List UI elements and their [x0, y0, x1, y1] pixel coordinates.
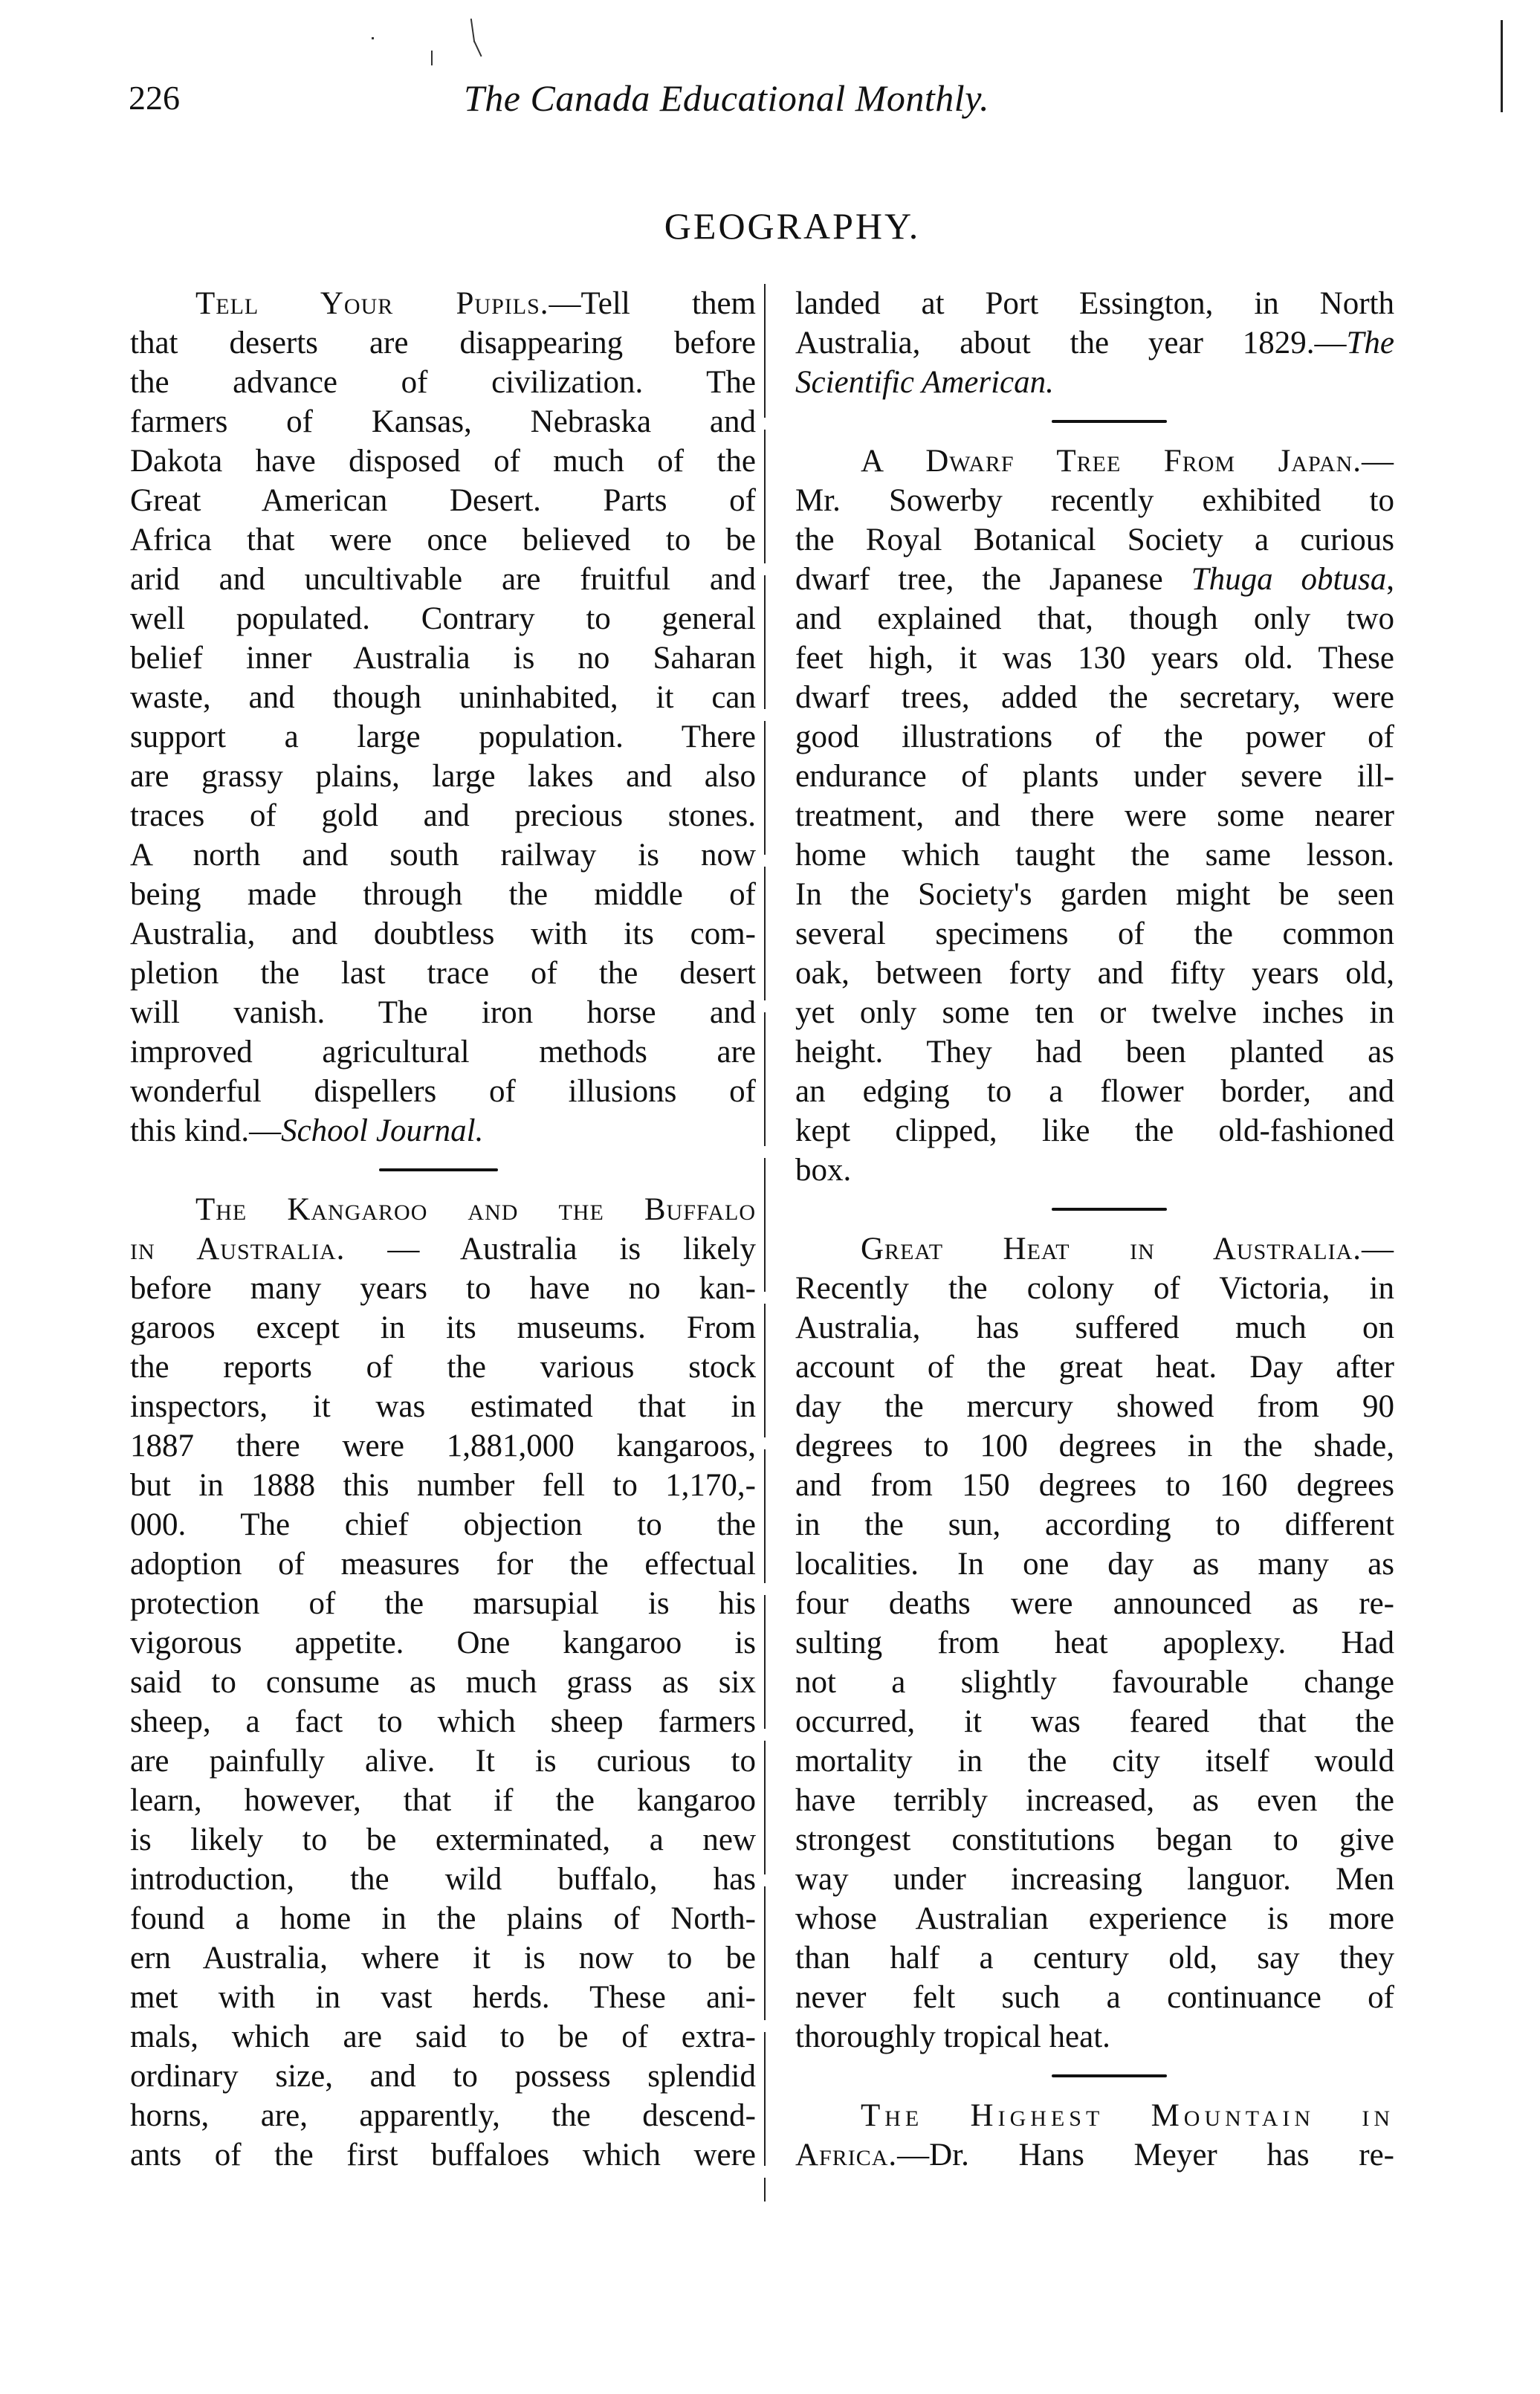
text-line: are grassy plains, large lakes and also — [130, 759, 756, 794]
right-column — [795, 284, 1394, 2175]
text-line: but in 1888 this number fell to 1,170,- — [130, 1468, 756, 1503]
text-line: yet only some ten or twelve inches in — [795, 995, 1394, 1030]
column-divider — [764, 284, 766, 2201]
text-line: and from 150 degrees to 160 degrees — [795, 1468, 1394, 1503]
source-citation: Scientific American. — [795, 365, 1054, 400]
text-line: never felt such a continuance of — [795, 1980, 1394, 2015]
text-line: several specimens of the common — [795, 916, 1394, 951]
text-line: garoos except in its museums. From — [130, 1310, 756, 1345]
text-line: being made through the middle of — [130, 877, 756, 912]
text-line: kept clipped, like the old-fashioned — [795, 1113, 1394, 1148]
text-line: support a large population. There — [130, 719, 756, 754]
text-line: sulting from heat apoplexy. Had — [795, 1625, 1394, 1660]
text-line: said to consume as much grass as six — [130, 1665, 756, 1700]
article-heading-line: Tell Your Pupils.—Tell them — [195, 286, 756, 321]
text-line: Australia, has suffered much on — [795, 1310, 1394, 1345]
text-line: sheep, a fact to which sheep farmers — [130, 1704, 756, 1739]
text-line: horns, are, apparently, the descend- — [130, 2098, 756, 2133]
text-line: before many years to have no kan- — [130, 1271, 756, 1306]
text-line: well populated. Contrary to general — [130, 601, 756, 636]
text-line: not a slightly favourable change — [795, 1665, 1394, 1700]
text-line: met with in vast herds. These ani- — [130, 1980, 756, 2015]
journal-title: The Canada Educational Monthly. — [464, 77, 990, 119]
separator-rule — [1052, 2074, 1167, 2077]
article-heading: The Highest Mountain in — [861, 2098, 1394, 2133]
section-title: GEOGRAPHY. — [664, 205, 921, 247]
article-heading: A Dwarf Tree From Japan.— — [861, 444, 1394, 479]
text-line: endurance of plants under severe ill- — [795, 759, 1394, 794]
source-citation: School Journal. — [281, 1113, 484, 1148]
left-column — [130, 284, 756, 2175]
text-line: home which taught the same lesson. — [795, 838, 1394, 873]
text-line: day the mercury showed from 90 — [795, 1389, 1394, 1424]
text-line: account of the great heat. Day after — [795, 1350, 1394, 1385]
text-line: the reports of the various stock — [130, 1350, 756, 1385]
article-heading-line — [130, 1190, 756, 1229]
text-line: are painfully alive. It is curious to — [130, 1744, 756, 1779]
text-line: improved agricultural methods are — [130, 1035, 756, 1070]
text-line: waste, and though uninhabited, it can — [130, 680, 756, 715]
scan-artifacts — [312, 7, 535, 67]
text-line: degrees to 100 degrees in the shade, — [795, 1429, 1394, 1463]
text-line: dwarf tree, the Japanese Thuga obtusa, — [795, 562, 1394, 597]
text-line: that deserts are disappearing before — [130, 326, 756, 360]
text-line: adoption of measures for the effectual — [130, 1547, 756, 1582]
text-line: landed at Port Essington, in North — [795, 286, 1394, 321]
text-line: protection of the marsupial is his — [130, 1586, 756, 1621]
text-line: wonderful dispellers of illusions of — [130, 1074, 756, 1109]
text-line: in the sun, according to different — [795, 1507, 1394, 1542]
text-line: treatment, and there were some nearer — [795, 798, 1394, 833]
text-line: the advance of civilization. The — [130, 365, 756, 400]
article-heading-line — [795, 1229, 1394, 1269]
article-heading-line: in Australia. — Australia is likely — [130, 1232, 757, 1266]
text-line: than half a century old, say they — [795, 1941, 1394, 1976]
separator — [795, 1190, 1394, 1229]
text-line: Africa.—Dr. Hans Meyer has re- — [795, 2138, 1394, 2173]
separator — [795, 402, 1394, 441]
text-line: belief inner Australia is no Saharan — [130, 641, 756, 676]
article-heading: The Kangaroo and the Buffalo — [195, 1192, 756, 1227]
text-line: traces of gold and precious stones. — [130, 798, 756, 833]
text-line: 000. The chief objection to the — [130, 1507, 756, 1542]
page-number: 226 — [129, 79, 180, 117]
text-line: will vanish. The iron horse and — [130, 995, 756, 1030]
text-line: box. — [795, 1153, 852, 1188]
article-heading-line — [795, 2096, 1394, 2135]
text-line: mals, which are said to be of extra- — [130, 2019, 756, 2054]
text-line: learn, however, that if the kangaroo — [130, 1783, 756, 1818]
text-line: inspectors, it was estimated that in — [130, 1389, 756, 1424]
text-line: pletion the last trace of the desert — [130, 956, 756, 991]
text-line: dwarf trees, added the secretary, were — [795, 680, 1394, 715]
text-line: farmers of Kansas, Nebraska and — [130, 404, 756, 439]
text-line: thoroughly tropical heat. — [795, 2019, 1110, 2054]
separator-rule — [379, 1168, 498, 1171]
text-line: Mr. Sowerby recently exhibited to — [795, 483, 1394, 518]
text-line: height. They had been planted as — [795, 1035, 1394, 1070]
text-line: four deaths were announced as re- — [795, 1586, 1394, 1621]
text-line: way under increasing languor. Men — [795, 1862, 1394, 1897]
text-line: good illustrations of the power of — [795, 719, 1394, 754]
separator — [130, 1151, 756, 1190]
text-line: found a home in the plains of North- — [130, 1901, 756, 1936]
text-line: Australia, and doubtless with its com- — [130, 916, 756, 951]
article-heading: Great Heat in Australia.— — [861, 1232, 1394, 1266]
article-heading-line — [795, 441, 1394, 481]
text-line: ordinary size, and to possess splendid — [130, 2059, 756, 2094]
text-line: Australia, about the year 1829.—The — [795, 326, 1394, 360]
text-line: vigorous appetite. One kangaroo is — [130, 1625, 756, 1660]
text-line: In the Society's garden might be seen — [795, 877, 1394, 912]
source-citation: The — [1346, 326, 1394, 360]
text-line: is likely to be exterminated, a new — [130, 1822, 756, 1857]
text-line: ern Australia, where it is now to be — [130, 1941, 756, 1976]
text-line: occurred, it was feared that the — [795, 1704, 1394, 1739]
article-heading: Tell Your Pupils. — [195, 286, 549, 321]
separator — [795, 2057, 1394, 2096]
separator-rule — [1052, 420, 1167, 423]
text-line: oak, between forty and fifty years old, — [795, 956, 1394, 991]
text-line: whose Australian experience is more — [795, 1901, 1394, 1936]
text-line: mortality in the city itself would — [795, 1744, 1394, 1779]
text-line: A north and south railway is now — [130, 838, 756, 873]
text-line: ants of the first buffaloes which were — [130, 2138, 756, 2173]
text-line: Africa that were once believed to be — [130, 523, 756, 557]
text-line: Recently the colony of Victoria, in — [795, 1271, 1394, 1306]
text-line: an edging to a flower border, and — [795, 1074, 1394, 1109]
text-line: and explained that, though only two — [795, 601, 1394, 636]
text-line: 1887 there were 1,881,000 kangaroos, — [130, 1429, 756, 1463]
text-line: Dakota have disposed of much of the — [130, 444, 756, 479]
text-line: have terribly increased, as even the — [795, 1783, 1394, 1818]
running-header — [0, 77, 1540, 122]
text-line: feet high, it was 130 years old. These — [795, 641, 1394, 676]
text-line: Great American Desert. Parts of — [130, 483, 756, 518]
text-line: arid and uncultivable are fruitful and — [130, 562, 756, 597]
text-line: strongest constitutions began to give — [795, 1822, 1394, 1857]
species-name: Thuga obtusa — [1191, 562, 1387, 597]
source-line: this kind.—School Journal. — [130, 1113, 484, 1148]
separator-rule — [1052, 1208, 1167, 1211]
text-line: localities. In one day as many as — [795, 1547, 1394, 1582]
text-line: introduction, the wild buffalo, has — [130, 1862, 756, 1897]
text-line: the Royal Botanical Society a curious — [795, 523, 1394, 557]
